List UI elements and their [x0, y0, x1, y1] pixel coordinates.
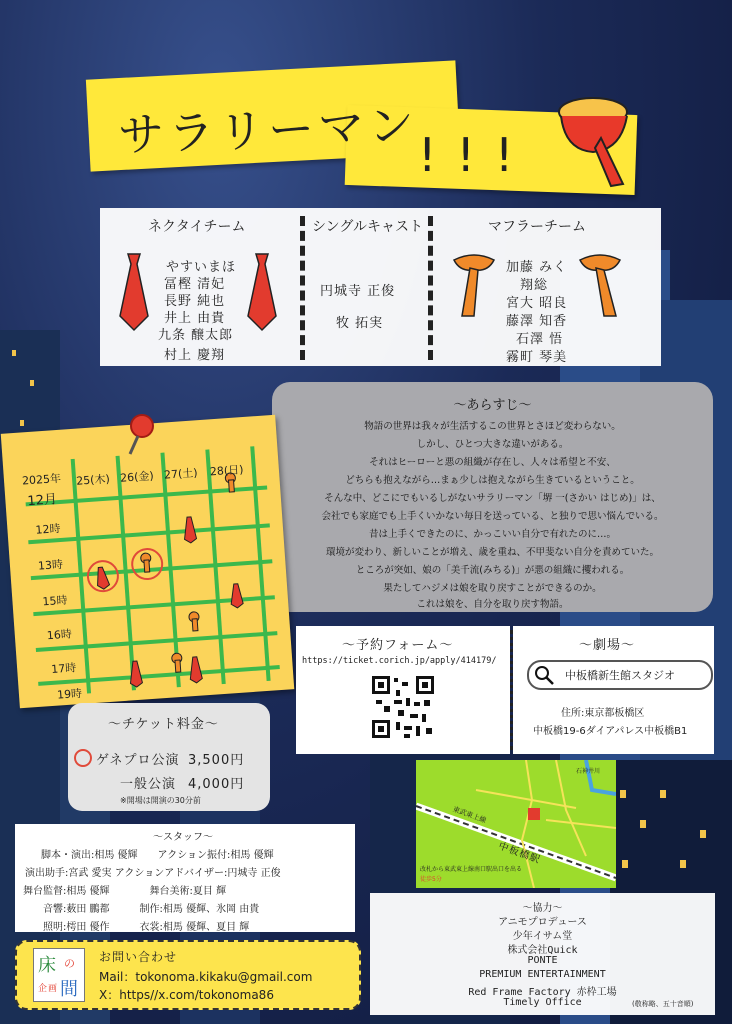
calendar-day: 25(木): [75, 472, 111, 488]
cast-name: 牧 拓実: [336, 316, 384, 331]
muffler-icon: [448, 250, 500, 320]
staff-header: 〜スタッフ〜: [153, 832, 213, 843]
staff-panel: [15, 824, 355, 932]
synopsis-line: これは娘を、自分を取り戻す物語。: [416, 599, 569, 610]
calendar-month: 12月: [27, 492, 58, 510]
coop-item: Red Frame Factory 赤枠工場: [468, 987, 617, 998]
calendar-year: 2025年: [21, 471, 62, 488]
contact-mail[interactable]: Mail：tokonoma.kikaku@gmail.com: [99, 970, 313, 984]
calendar-day: 26(金): [119, 469, 155, 485]
pushpin-icon: [120, 412, 160, 458]
logo-char: 間: [60, 979, 79, 1000]
theater-header: 〜劇場〜: [579, 638, 636, 653]
calendar-day: 28(日): [209, 463, 244, 479]
staff-line: 舞台監督:相馬 優輝 舞台美術:夏目 輝: [23, 886, 227, 897]
calendar-time: 19時: [56, 686, 83, 702]
contact-header: お問い合わせ: [99, 950, 178, 964]
cast-name: 九条 醸太郎: [158, 328, 234, 343]
title-exclamation: !!!: [418, 128, 534, 182]
ge-price: 3,500円: [188, 753, 245, 768]
muffler-bowl-icon: [545, 88, 645, 188]
cast-name: 石澤 悟: [516, 332, 564, 347]
map-river: 石神井川: [576, 768, 601, 775]
necktie-team-header: ネクタイチーム: [148, 219, 246, 235]
general-label: 一般公演: [120, 777, 177, 792]
cast-name: 井上 由貴: [164, 311, 226, 326]
theater-address-label: 住所:東京都板橋区: [561, 708, 645, 719]
muffler-team-header: マフラーチーム: [488, 219, 586, 235]
map-caption: 改札から東武東上線南口駅出口を出る: [420, 866, 523, 873]
cast-name: 翔総: [520, 278, 549, 293]
cast-name: 霧町 琴美: [506, 350, 568, 365]
theater-address: 中板橋19-6ダイアパレス中板橋B1: [533, 726, 688, 737]
synopsis-line: 昔は上手くできたのに、かっこいい自分で有れたのに…。: [368, 529, 616, 540]
necktie-icon: [242, 252, 282, 332]
single-cast-header: シングルキャスト: [312, 219, 423, 235]
divider: [300, 216, 305, 360]
divider: [428, 216, 433, 360]
company-logo: [33, 948, 85, 1002]
coop-header: 〜協力〜: [522, 903, 563, 914]
synopsis-line: どちらも抱えながら…まぁ少しは抱えながら生きているということ。: [345, 475, 640, 486]
synopsis-header: 〜あらすじ〜: [453, 398, 532, 413]
calendar-time: 12時: [35, 522, 61, 537]
synopsis-line: しかし、ひとつ大きな違いがある。: [416, 439, 569, 450]
coop-order-note: (敬称略、五十音順): [632, 1000, 694, 1008]
synopsis-line: それはヒーローと悪の組織が存在し、人々は希望と不安、: [369, 457, 616, 468]
calendar-time: 15時: [42, 593, 68, 609]
cast-name: 加藤 みく: [506, 260, 568, 275]
coop-item: Timely Office: [503, 997, 582, 1008]
cast-name: 長野 純也: [164, 294, 226, 309]
cast-name: 村上 慶翔: [164, 348, 226, 363]
coop-item: アニモプロデュース: [498, 917, 587, 928]
form-url[interactable]: https://ticket.corich.jp/apply/414179/: [302, 656, 497, 666]
coop-item: PREMIUM ENTERTAINMENT: [479, 969, 606, 980]
synopsis-line: そんな中、どこにでもいるしがないサラリーマン「堺 一(さかい はじめ)」は、: [324, 493, 661, 504]
synopsis-line: 物語の世界は我々が生活するこの世界とさほど変わらない。: [364, 421, 621, 432]
calendar-time: 16時: [46, 627, 73, 643]
title-main: サラリーマン: [117, 97, 419, 163]
schedule-note: [1, 415, 295, 709]
synopsis-line: 環境が変わり、新しいことが増え、歳を重ね、不甲斐ない自分を責めていた。: [325, 547, 660, 558]
theater-panel: [513, 626, 714, 754]
staff-line: 音響:薮田 鵬都 制作:相馬 優輝、氷岡 由貴: [43, 904, 260, 915]
ticket-header: 〜チケット料金〜: [108, 717, 219, 732]
staff-line: 演出助手:宮武 愛実 アクションアドバイザー:円城寺 正俊: [25, 868, 281, 879]
synopsis-line: 果たしてハジメは娘を取り戻すことができるのか。: [383, 583, 602, 594]
general-price: 4,000円: [188, 777, 245, 792]
cast-name: 宮大 昭良: [506, 296, 568, 311]
form-header: 〜予約フォーム〜: [342, 638, 454, 653]
coop-item: 少年イサム堂: [512, 931, 573, 942]
theater-search-box[interactable]: [527, 660, 713, 690]
cast-name: やすいまほ: [166, 260, 237, 275]
synopsis-line: ところが突如、娘の「美千流(みちる)」が悪の組織に攫われる。: [355, 565, 630, 576]
calendar-day: 27(土): [163, 466, 198, 482]
qr-code-icon[interactable]: [370, 674, 436, 740]
contact-panel: [15, 940, 361, 1010]
reservation-panel: [296, 626, 510, 754]
cast-name: 円城寺 正俊: [320, 284, 396, 299]
coop-item: PONTE: [527, 955, 558, 966]
necktie-icon: [114, 252, 154, 332]
coop-item: 株式会社Quick: [507, 945, 578, 956]
cooperation-panel: [370, 893, 715, 1015]
logo-char: 床: [38, 955, 57, 976]
synopsis-line: 会社でも家庭でも上手くいかない毎日を送っている、と独りで思い悩んでいる。: [321, 511, 664, 522]
logo-char: 企画: [38, 984, 59, 994]
logo-char: の: [64, 957, 76, 970]
circle-mark-icon: [72, 747, 94, 769]
calendar-time: 17時: [50, 661, 77, 676]
access-map[interactable]: [416, 760, 616, 888]
contact-x[interactable]: X：https//x.com/tokonoma86: [99, 988, 274, 1002]
ticket-note: ※開場は開演の30分前: [120, 796, 201, 805]
cast-name: 藤澤 知香: [506, 314, 568, 329]
staff-line: 脚本・演出:相馬 優輝 アクション振付:相馬 優輝: [41, 850, 274, 861]
map-caption: 徒歩5分: [420, 876, 442, 883]
ticket-panel: [68, 703, 270, 811]
ge-label: ゲネプロ公演: [96, 753, 180, 768]
synopsis-panel: [272, 382, 713, 612]
staff-line: 照明:樗田 優作 衣裳:相馬 優輝、夏目 輝: [43, 922, 250, 933]
cast-name: 冨樫 清妃: [164, 277, 226, 292]
muffler-icon: [574, 250, 626, 320]
theater-name: 中板橋新生館スタジオ: [565, 669, 675, 682]
map-line: 東武東上線: [451, 805, 488, 825]
calendar-time: 13時: [37, 557, 64, 573]
map-station: 中板橋駅: [496, 840, 542, 867]
search-icon: [533, 664, 555, 686]
